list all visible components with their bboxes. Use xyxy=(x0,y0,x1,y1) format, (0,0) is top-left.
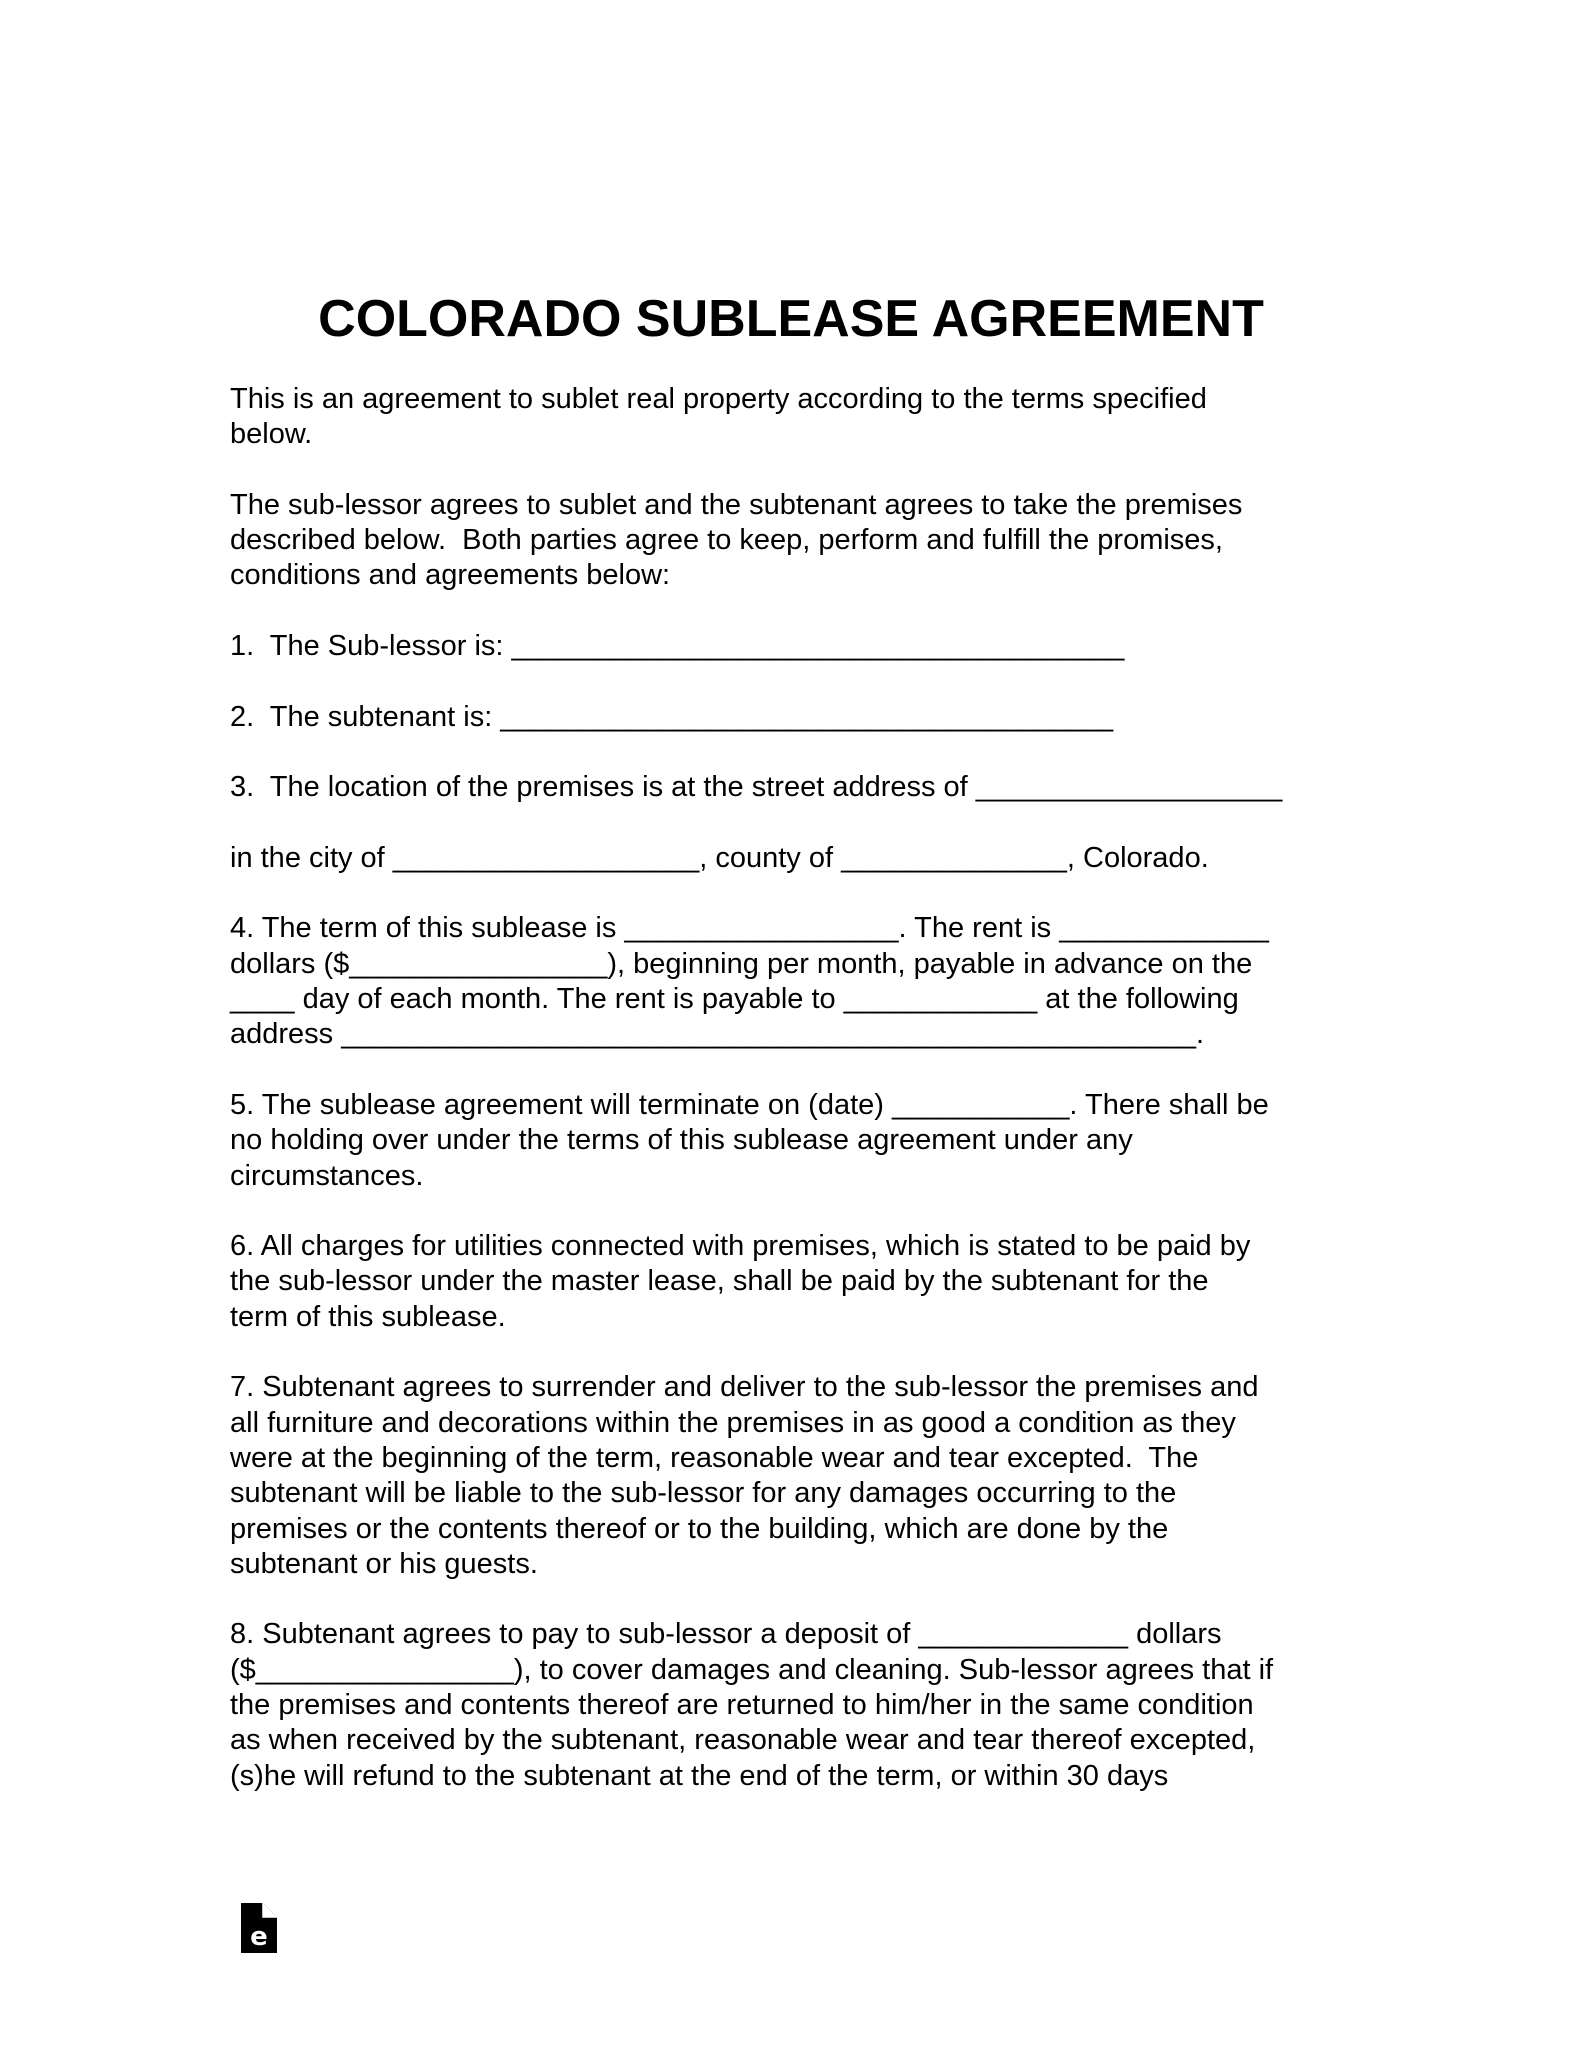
paragraph-line: circumstances. xyxy=(230,1159,424,1192)
paragraph-line: term of this sublease. xyxy=(230,1300,506,1333)
paragraph-4 xyxy=(230,770,1380,805)
paragraph-line: as when received by the subtenant, reasonable wear and tear thereof excepted, xyxy=(230,1724,1256,1757)
paragraph-2 xyxy=(230,629,1380,664)
paragraph-line: were at the beginning of the term, reasonable wear and tear excepted. The xyxy=(230,1441,1199,1474)
logo-letter: e xyxy=(250,1922,268,1952)
paragraph-line: the sub-lessor under the master lease, shall be paid by the subtenant for the xyxy=(230,1265,1209,1298)
paragraph-line: 1. The Sub-lessor is: ______________________________________ xyxy=(230,630,1125,663)
paragraph-line: subtenant will be liable to the sub-lessor for any damages occurring to the xyxy=(230,1477,1177,1510)
paragraph-line: all furniture and decorations within the premises in as good a condition as they xyxy=(230,1406,1236,1439)
paragraph-7 xyxy=(230,1088,1380,1194)
paragraph-0 xyxy=(230,382,1380,453)
paragraph-line: ____ day of each month. The rent is payable to ____________ at the following xyxy=(230,983,1239,1016)
eforms-document-icon xyxy=(241,1903,277,1953)
paragraph-line: 3. The location of the premises is at the street address of ___________________ xyxy=(230,771,1283,804)
paragraph-9 xyxy=(230,1370,1380,1582)
paragraph-line: (s)he will refund to the subtenant at the end of the term, or within 30 days xyxy=(230,1759,1169,1792)
paragraph-line: 4. The term of this sublease is _________________. The rent is _____________ xyxy=(230,912,1269,945)
paragraph-8 xyxy=(230,1229,1380,1335)
paragraph-line: The sub-lessor agrees to sublet and the subtenant agrees to take the premises xyxy=(230,488,1243,521)
paragraph-line: below. xyxy=(230,418,313,451)
paragraph-3 xyxy=(230,700,1380,735)
paragraph-10 xyxy=(230,1617,1380,1793)
paragraph-line: no holding over under the terms of this sublease agreement under any xyxy=(230,1124,1133,1157)
paragraph-1 xyxy=(230,488,1380,594)
paragraph-line: described below. Both parties agree to keep, perform and fulfill the promises, xyxy=(230,524,1223,557)
paragraph-line: conditions and agreements below: xyxy=(230,559,671,592)
document-body xyxy=(230,382,1380,1829)
paragraph-line: dollars ($________________), beginning per month, payable in advance on the xyxy=(230,947,1253,980)
paragraph-line: 8. Subtenant agrees to pay to sub-lessor a deposit of _____________ dollars xyxy=(230,1618,1222,1651)
paragraph-line: 6. All charges for utilities connected with premises, which is stated to be paid by xyxy=(230,1230,1251,1263)
paragraph-line: address _____________________________________________________. xyxy=(230,1018,1205,1051)
paragraph-line: This is an agreement to sublet real property according to the terms specified xyxy=(230,383,1207,415)
paragraph-5 xyxy=(230,841,1380,876)
paragraph-line: premises or the contents thereof or to the building, which are done by the xyxy=(230,1512,1169,1545)
paragraph-line: 7. Subtenant agrees to surrender and deliver to the sub-lessor the premises and xyxy=(230,1371,1259,1404)
paragraph-line: in the city of ___________________, county of ______________, Colorado. xyxy=(230,841,1209,874)
paragraph-line: 2. The subtenant is: ______________________________________ xyxy=(230,700,1114,733)
paragraph-6 xyxy=(230,911,1380,1052)
document-title: COLORADO SUBLEASE AGREEMENT xyxy=(318,290,1264,348)
paragraph-line: 5. The sublease agreement will terminate on (date) ___________. There shall be xyxy=(230,1088,1269,1121)
paragraph-line: the premises and contents thereof are returned to him/her in the same condition xyxy=(230,1688,1254,1721)
paragraph-line: ($________________), to cover damages and cleaning. Sub-lessor agrees that if xyxy=(230,1653,1274,1686)
paragraph-line: subtenant or his guests. xyxy=(230,1547,538,1580)
